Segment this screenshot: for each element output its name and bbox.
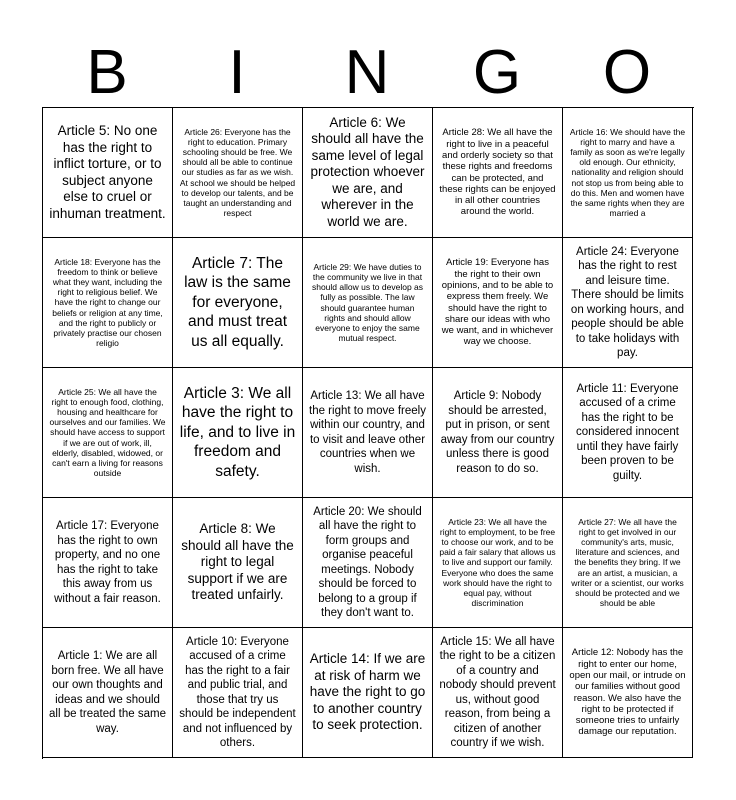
cell-text: Article 20: We should all have the right to form groups and organise peaceful meetings. Nobody should be forced to belong to a group if they don't want to. [313, 505, 422, 619]
bingo-cell-i5[interactable] [173, 628, 303, 758]
cell-text: Article 11: Everyone accused of a crime has the right to be considered innocent until they have fairly been proven to be guilty. [576, 382, 679, 482]
bingo-cell-b2[interactable] [43, 238, 173, 368]
header-letter-o: O [602, 38, 652, 107]
cell-text: Article 13: We all have the right to move freely within our country, and to visit and leave other countries when we wish. [309, 390, 426, 475]
cell-text: Article 12: Nobody has the right to enter our home, open our mail, or intrude on our families without good reason. We also have the right to be protected if someone tries to unfairly damage our reputation. [569, 647, 686, 738]
header-letter-b: B [86, 38, 128, 107]
bingo-header [42, 38, 694, 108]
cell-text: Article 28: We all have the right to live in a peaceful and orderly society so that these rights and freedoms can be protected, and these rights can be enjoyed in all other countries around the world. [439, 127, 556, 218]
bingo-cell-o2[interactable] [563, 238, 693, 368]
bingo-cell-g5[interactable] [433, 628, 563, 758]
cell-text: Article 24: Everyone has the right to rest and leisure time. There should be limits on working hours, and people should be able to take holidays with pay. [570, 245, 685, 359]
bingo-cell-g4[interactable] [433, 498, 563, 628]
cell-text: Article 16: We should have the right to marry and have a family as soon as we're legally old enough. Our ethnicity, nationality and religion should not stop us from being able to do this. Men and women have the same rights when they are married a [569, 126, 686, 219]
bingo-cell-o4[interactable] [563, 498, 693, 628]
cell-text: Article 3: We all have the right to life, and to live in freedom and safety. [179, 384, 296, 480]
cell-text: Article 15: We all have the right to be a citizen of a country and nobody should prevent us, without good reason, from being a citizen of another country if we wish. [439, 635, 556, 749]
cell-text: Article 17: Everyone has the right to own property, and no one has the right to take this away from us without a fair reason. [54, 520, 161, 605]
cell-text: Article 6: We should all have the same level of legal protection whoever we are, and wherever in the world we are. [310, 114, 425, 229]
bingo-cell-n3[interactable] [303, 368, 433, 498]
cell-text: Article 29: We have duties to the community we live in that should allow us to develop as fully as possible. The law should guarantee human rights and should allow everyone to enjoy the same mutual respect. [311, 261, 424, 344]
header-letter-n: N [344, 38, 390, 107]
bingo-cell-b3[interactable] [43, 368, 173, 498]
bingo-cell-o5[interactable] [563, 628, 693, 758]
cell-text: Article 18: Everyone has the freedom to think or believe what they want, including the right to religious belief. We have the right to change our beliefs or religion at any time, and the right to publicly or privately practise our chosen religio [52, 256, 163, 349]
cell-text: Article 26: Everyone has the right to education. Primary schooling should be free. We should all be able to continue our studies as far as we wish. At school we should be helped to develop our talents, and be taught an understanding and respect [179, 126, 296, 219]
bingo-cell-n2[interactable] [303, 238, 433, 368]
cell-text: Article 19: Everyone has the right to their own opinions, and to be able to express them freely. We should have the right to share our ideas with who we want, and in whichever way we choose. [441, 257, 554, 348]
bingo-cell-o3[interactable] [563, 368, 693, 498]
cell-text: Article 1: We are all born free. We all have our own thoughts and ideas and we should all be treated the same way. [49, 650, 166, 735]
bingo-cell-b5[interactable] [43, 628, 173, 758]
cell-text: Article 25: We all have the right to enough food, clothing, housing and healthcare for ourselves and our families. We should have access to support if we are out of work, ill, elderly, disabled, widowed, or can't earn a living for reasons outside [49, 386, 166, 479]
bingo-cell-b4[interactable] [43, 498, 173, 628]
cell-text: Article 5: No one has the right to inflict torture, or to subject anyone else to cruel or inhuman treatment. [49, 123, 166, 221]
bingo-cell-g2[interactable] [433, 238, 563, 368]
cell-text: Article 27: We all have the right to get involved in our community's arts, music, literature and sciences, and the benefits they bring. If we are an artist, a musician, a writer or a scientist, our works should be protected and we should be able [571, 516, 684, 609]
cell-text: Article 7: The law is the same for everyone, and must treat us all equally. [184, 254, 291, 350]
bingo-cell-b1[interactable] [43, 108, 173, 238]
bingo-cell-i2[interactable] [173, 238, 303, 368]
bingo-cell-g3[interactable] [433, 368, 563, 498]
cell-text: Article 9: Nobody should be arrested, put in prison, or sent away from our country unless there is good reason to do so. [440, 390, 555, 475]
cell-text: Article 8: We should all have the right to legal support if we are treated unfairly. [181, 521, 294, 603]
bingo-cell-n4[interactable] [303, 498, 433, 628]
cell-text: Article 23: We all have the right to employment, to be free to choose our work, and to be paid a fair salary that allows us to live and support our family. Everyone who does the same work should have the right to equal pay, without discrimination [439, 516, 556, 609]
cell-text: Article 14: If we are at risk of harm we have the right to go to another country to seek protection. [309, 651, 426, 733]
bingo-cell-n5[interactable] [303, 628, 433, 758]
bingo-cell-g1[interactable] [433, 108, 563, 238]
bingo-cell-i1[interactable] [173, 108, 303, 238]
bingo-grid [42, 107, 694, 759]
bingo-cell-i3[interactable] [173, 368, 303, 498]
bingo-cell-o1[interactable] [563, 108, 693, 238]
cell-text: Article 10: Everyone accused of a crime has the right to a fair and public trial, and those that try us should be independent and not influenced by others. [179, 635, 296, 749]
header-letter-g: G [472, 38, 522, 107]
header-letter-i: I [228, 38, 246, 107]
bingo-cell-i4[interactable] [173, 498, 303, 628]
bingo-cell-n1[interactable] [303, 108, 433, 238]
